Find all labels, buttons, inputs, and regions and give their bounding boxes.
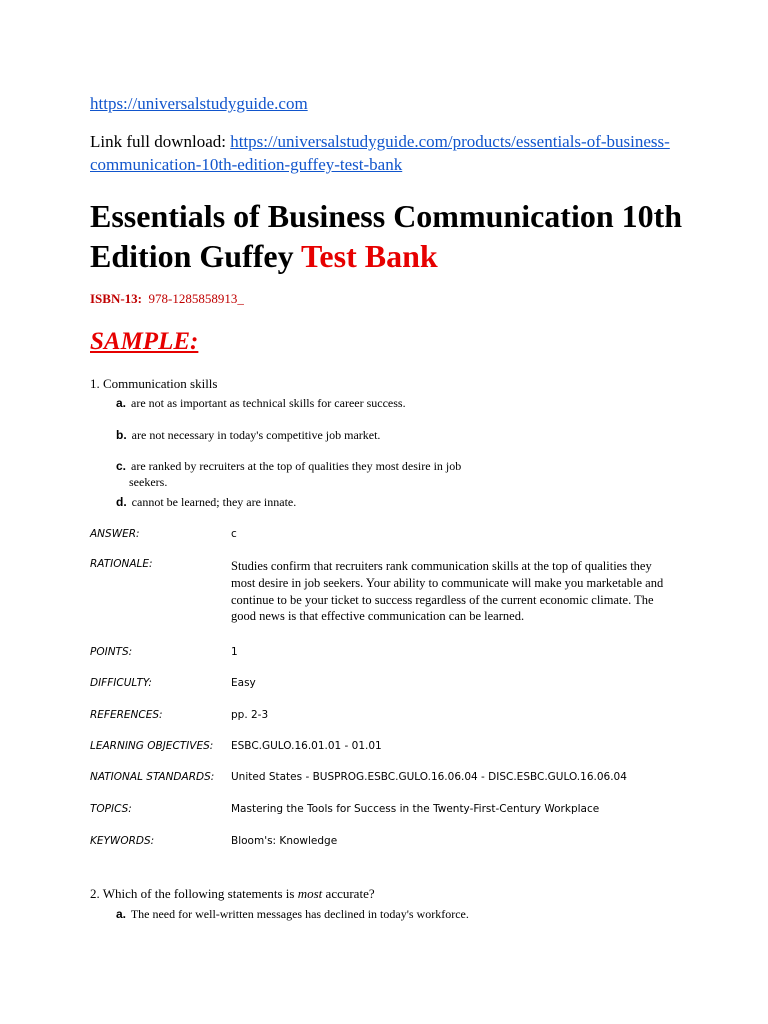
meta-value: United States - BUSPROG.ESBC.GULO.16.06.04 - DISC.ESBC.GULO.16.06.04 <box>231 771 627 783</box>
option-text: are not necessary in today's competitive job market. <box>131 428 381 442</box>
option-letter: a. <box>116 396 127 410</box>
question-2-option-a <box>116 906 536 922</box>
title-accent: Test Bank <box>301 238 438 274</box>
option-letter: a. <box>116 907 127 921</box>
stem-start: 2. Which of the following statements is <box>90 886 298 901</box>
site-link[interactable]: https://universalstudyguide.com <box>90 94 308 113</box>
option-text: cannot be learned; they are innate. <box>131 495 297 509</box>
meta-key: TOPICS: <box>90 803 132 815</box>
download-line <box>90 130 690 176</box>
option-letter: c. <box>116 459 127 473</box>
question-1-option-d <box>116 494 536 510</box>
download-link[interactable]: https://universalstudyguide.com/products/essentials-of-business-communication-10th-edition-guffey-test-bank <box>90 132 670 174</box>
isbn-label: ISBN-13: <box>90 291 143 306</box>
document-title <box>90 196 730 276</box>
meta-value: Easy <box>231 677 256 689</box>
option-text: The need for well-written messages has declined in today's workforce. <box>130 907 469 921</box>
meta-value: Studies confirm that recruiters rank communication skills at the top of qualities they most desire in job seekers. Your ability to communicate will make you marketable and continue to be your ticket to success regardless of the current economic climate. The good news is that effective communication can be learned. <box>231 559 664 624</box>
option-text: are not as important as technical skills for career success. <box>131 396 406 410</box>
question-1-stem: 1. Communication skills <box>90 376 218 391</box>
sample-heading: SAMPLE: <box>90 328 199 355</box>
meta-value: 1 <box>231 646 238 658</box>
question-1-option-c <box>116 458 536 490</box>
option-text: are ranked by recruiters at the top of qualities they most desire in job <box>131 459 462 473</box>
meta-key: REFERENCES: <box>90 709 163 721</box>
meta-value: pp. 2-3 <box>231 709 269 721</box>
stem-end: accurate? <box>322 886 375 901</box>
meta-key: POINTS: <box>90 646 133 658</box>
option-letter: b. <box>116 428 127 442</box>
meta-key: RATIONALE: <box>90 558 153 570</box>
meta-key: NATIONAL STANDARDS: <box>90 771 215 783</box>
download-label: Link full download: <box>90 132 226 151</box>
meta-value: Bloom's: Knowledge <box>231 835 338 847</box>
question-1-option-a <box>116 395 536 411</box>
question-1-option-b <box>116 427 536 443</box>
meta-value: Mastering the Tools for Success in the Twenty-First-Century Workplace <box>231 803 600 815</box>
meta-value: c <box>231 528 237 540</box>
isbn-value: 978-1285858913_ <box>148 291 244 306</box>
meta-key: LEARNING OBJECTIVES: <box>90 740 214 752</box>
option-letter: d. <box>116 495 127 509</box>
stem-emphasis: most <box>297 886 323 901</box>
title-main: Essentials of Business Communication 10th Edition Guffey <box>90 198 683 274</box>
isbn-line <box>90 291 244 307</box>
question-2-stem <box>90 886 375 902</box>
meta-value: ESBC.GULO.16.01.01 - 01.01 <box>231 740 382 752</box>
meta-key: KEYWORDS: <box>90 835 155 847</box>
option-text-continued: seekers. <box>129 475 168 489</box>
meta-key: DIFFICULTY: <box>90 677 152 689</box>
meta-key: ANSWER: <box>90 528 140 540</box>
